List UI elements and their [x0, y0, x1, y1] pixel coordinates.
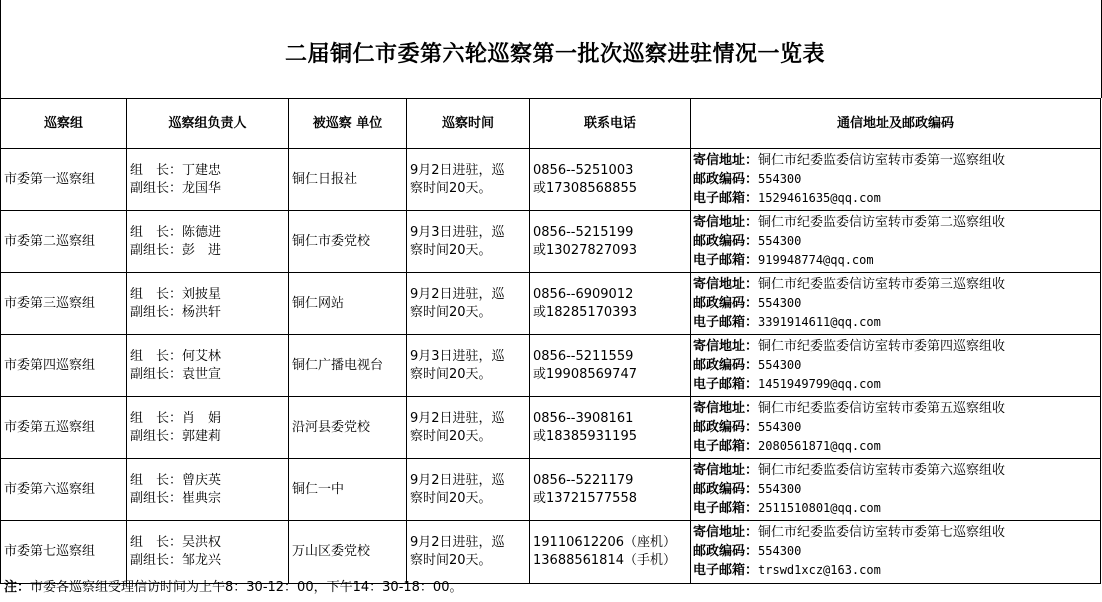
mail-address-label: 寄信地址：: [693, 276, 759, 292]
table-row: [1, 211, 1101, 273]
header-phone: 联系电话: [530, 99, 691, 149]
deputy-leader-name: 副组长：崔典宗: [130, 490, 222, 506]
mail-address-line: [693, 152, 1098, 170]
time-line-1: 9月2日进驻，巡: [410, 472, 505, 488]
cell-leaders: [127, 273, 289, 335]
postcode-value: 554300: [758, 233, 802, 248]
cell-address: [691, 211, 1101, 273]
header-time: 巡察时间: [407, 99, 530, 149]
table-row: [1, 273, 1101, 335]
time-line-2: 察时间20天。: [410, 304, 492, 320]
cell-leaders: [127, 397, 289, 459]
header-unit-line1: 被巡察: [312, 116, 352, 131]
email-label: 电子邮箱：: [693, 500, 759, 516]
leader-name: 组 长：曾庆英: [130, 472, 222, 488]
postcode-value: 554300: [758, 419, 802, 434]
header-address: 通信地址及邮政编码: [691, 99, 1101, 149]
cell-group: 市委第六巡察组: [1, 459, 127, 521]
cell-address: [691, 459, 1101, 521]
phone-line-1: 0856--5211559: [533, 348, 634, 364]
cell-phone: [530, 521, 691, 584]
cell-address: [691, 273, 1101, 335]
mail-address-value: 铜仁市纪委监委信访室转市委第三巡察组收: [758, 276, 1006, 292]
postcode-value: 554300: [758, 295, 802, 310]
cell-time: [407, 211, 530, 273]
mail-address-line: [693, 462, 1098, 480]
time-line-2: 察时间20天。: [410, 490, 492, 506]
postcode-line: [693, 232, 1098, 251]
cell-time: [407, 521, 530, 584]
mail-address-value: 铜仁市纪委监委信访室转市委第二巡察组收: [758, 214, 1006, 230]
time-line-2: 察时间20天。: [410, 366, 492, 382]
cell-unit: 铜仁市委党校: [289, 211, 407, 273]
time-line-1: 9月3日进驻，巡: [410, 348, 505, 364]
footnote-label: 注：: [4, 580, 31, 595]
cell-address: [691, 335, 1101, 397]
cell-leaders: [127, 335, 289, 397]
inspection-table: [0, 98, 1101, 584]
footnote-text: 市委各巡察组受理信访时间为上午8：30-12：00，下午14：30-18：00。: [30, 580, 463, 595]
time-line-2: 察时间20天。: [410, 180, 492, 196]
postcode-label: 邮政编码：: [693, 419, 759, 435]
cell-leaders: [127, 149, 289, 211]
email-value: 3391914611@qq.com: [758, 314, 881, 329]
phone-line-1: 0856--5251003: [533, 162, 634, 178]
page-title: 二届铜仁市委第六轮巡察第一批次巡察进驻情况一览表: [284, 41, 825, 67]
mail-address-label: 寄信地址：: [693, 214, 759, 230]
cell-group: 市委第一巡察组: [1, 149, 127, 211]
postcode-line: [693, 542, 1098, 561]
cell-time: [407, 149, 530, 211]
email-line: [693, 499, 1098, 518]
postcode-value: 554300: [758, 171, 802, 186]
mail-address-line: [693, 276, 1098, 294]
email-label: 电子邮箱：: [693, 563, 759, 578]
cell-phone: [530, 273, 691, 335]
deputy-leader-name: 副组长：郭建莉: [130, 428, 222, 444]
leader-name: 组 长：丁建忠: [130, 162, 222, 178]
deputy-leader-name: 副组长：龙国华: [130, 180, 222, 196]
cell-unit: 铜仁日报社: [289, 149, 407, 211]
postcode-value: 554300: [758, 481, 802, 496]
email-value: 1529461635@qq.com: [758, 190, 881, 205]
phone-line-1: 0856--5221179: [533, 472, 634, 488]
email-value: 2511510801@qq.com: [758, 500, 881, 515]
mail-address-value: 铜仁市纪委监委信访室转市委第六巡察组收: [758, 462, 1006, 478]
time-line-1: 9月3日进驻，巡: [410, 224, 505, 240]
cell-phone: [530, 397, 691, 459]
cell-address: [691, 521, 1101, 584]
table-row: [1, 521, 1101, 584]
email-line: [693, 189, 1098, 208]
cell-group: 市委第七巡察组: [1, 521, 127, 584]
time-line-2: 察时间20天。: [410, 428, 492, 444]
phone-line-2: 或18285170393: [533, 304, 637, 320]
cell-leaders: [127, 211, 289, 273]
table-header-row: [1, 99, 1101, 149]
mail-address-label: 寄信地址：: [693, 400, 759, 416]
phone-line-2: 或13027827093: [533, 242, 637, 258]
postcode-line: [693, 356, 1098, 375]
mail-address-label: 寄信地址：: [693, 462, 759, 478]
phone-line-2: 或18385931195: [533, 428, 637, 444]
email-value: 919948774@qq.com: [758, 252, 874, 267]
email-label: 电子邮箱：: [693, 376, 759, 392]
time-line-1: 9月2日进驻，巡: [410, 286, 505, 302]
mail-address-value: 铜仁市纪委监委信访室转市委第五巡察组收: [758, 400, 1006, 416]
mail-address-label: 寄信地址：: [693, 338, 759, 354]
deputy-leader-name: 副组长：袁世宣: [130, 366, 222, 382]
mail-address-label: 寄信地址：: [693, 525, 759, 540]
postcode-label: 邮政编码：: [693, 357, 759, 373]
cell-leaders: [127, 459, 289, 521]
postcode-line: [693, 480, 1098, 499]
cell-time: [407, 459, 530, 521]
cell-time: [407, 335, 530, 397]
mail-address-line: [693, 400, 1098, 418]
email-line: [693, 251, 1098, 270]
table-row: [1, 397, 1101, 459]
email-value: 2080561871@qq.com: [758, 438, 881, 453]
cell-unit: 铜仁一中: [289, 459, 407, 521]
email-label: 电子邮箱：: [693, 314, 759, 330]
cell-group: 市委第四巡察组: [1, 335, 127, 397]
email-label: 电子邮箱：: [693, 438, 759, 454]
postcode-line: [693, 418, 1098, 437]
postcode-value: 554300: [758, 544, 802, 558]
mail-address-value: 铜仁市纪委监委信访室转市委第七巡察组收: [758, 525, 1006, 540]
header-leader: 巡察组负责人: [127, 99, 289, 149]
mail-address-line: [693, 524, 1098, 542]
postcode-label: 邮政编码：: [693, 233, 759, 249]
postcode-line: [693, 170, 1098, 189]
footnote: [4, 578, 462, 598]
leader-name: 组 长：吴洪权: [130, 535, 222, 550]
email-line: [693, 437, 1098, 456]
email-line: [693, 375, 1098, 394]
leader-name: 组 长：陈德进: [130, 224, 222, 240]
mail-address-value: 铜仁市纪委监委信访室转市委第一巡察组收: [758, 152, 1006, 168]
email-line: [693, 561, 1098, 580]
time-line-2: 察时间20天。: [410, 242, 492, 258]
phone-line-1: 0856--6909012: [533, 286, 634, 302]
cell-leaders: [127, 521, 289, 584]
phone-line-1: 0856--3908161: [533, 410, 634, 426]
cell-unit: 沿河县委党校: [289, 397, 407, 459]
cell-time: [407, 273, 530, 335]
postcode-label: 邮政编码：: [693, 544, 759, 559]
email-label: 电子邮箱：: [693, 252, 759, 268]
table-row: [1, 459, 1101, 521]
header-unit: [289, 99, 407, 149]
deputy-leader-name: 副组长：彭 进: [130, 242, 222, 258]
table-row: [1, 335, 1101, 397]
postcode-label: 邮政编码：: [693, 481, 759, 497]
postcode-label: 邮政编码：: [693, 295, 759, 311]
title-area: [0, 0, 1102, 98]
leader-name: 组 长：肖 娟: [130, 410, 222, 426]
cell-group: 市委第二巡察组: [1, 211, 127, 273]
mail-address-line: [693, 214, 1098, 232]
phone-line-2: 或13721577558: [533, 490, 637, 506]
mail-address-value: 铜仁市纪委监委信访室转市委第四巡察组收: [758, 338, 1006, 354]
cell-unit: 万山区委党校: [289, 521, 407, 584]
header-group: 巡察组: [1, 99, 127, 149]
email-line: [693, 313, 1098, 332]
deputy-leader-name: 副组长：邹龙兴: [130, 553, 222, 568]
time-line-1: 9月2日进驻，巡: [410, 162, 505, 178]
cell-address: [691, 397, 1101, 459]
cell-group: 市委第三巡察组: [1, 273, 127, 335]
time-line-2: 察时间20天。: [410, 553, 492, 568]
leader-name: 组 长：何艾林: [130, 348, 222, 364]
postcode-label: 邮政编码：: [693, 171, 759, 187]
cell-group: 市委第五巡察组: [1, 397, 127, 459]
mail-address-label: 寄信地址：: [693, 152, 759, 168]
phone-line-2: 或19908569747: [533, 366, 637, 382]
phone-line-2: 或17308568855: [533, 180, 637, 196]
cell-address: [691, 149, 1101, 211]
time-line-1: 9月2日进驻，巡: [410, 410, 505, 426]
email-label: 电子邮箱：: [693, 190, 759, 206]
cell-phone: [530, 335, 691, 397]
cell-time: [407, 397, 530, 459]
postcode-value: 554300: [758, 357, 802, 372]
table-row: [1, 149, 1101, 211]
phone-line-1: 19110612206（座机）: [533, 535, 676, 550]
email-value: trswd1xcz@163.com: [758, 563, 881, 577]
time-line-1: 9月2日进驻，巡: [410, 535, 505, 550]
postcode-line: [693, 294, 1098, 313]
phone-line-2: 13688561814（手机）: [533, 553, 676, 568]
cell-unit: 铜仁网站: [289, 273, 407, 335]
cell-unit: 铜仁广播电视台: [289, 335, 407, 397]
email-value: 1451949799@qq.com: [758, 376, 881, 391]
cell-phone: [530, 149, 691, 211]
leader-name: 组 长：刘披星: [130, 286, 222, 302]
deputy-leader-name: 副组长：杨洪轩: [130, 304, 222, 320]
mail-address-line: [693, 338, 1098, 356]
cell-phone: [530, 459, 691, 521]
header-unit-line2: 单位: [356, 116, 383, 131]
phone-line-1: 0856--5215199: [533, 224, 634, 240]
cell-phone: [530, 211, 691, 273]
